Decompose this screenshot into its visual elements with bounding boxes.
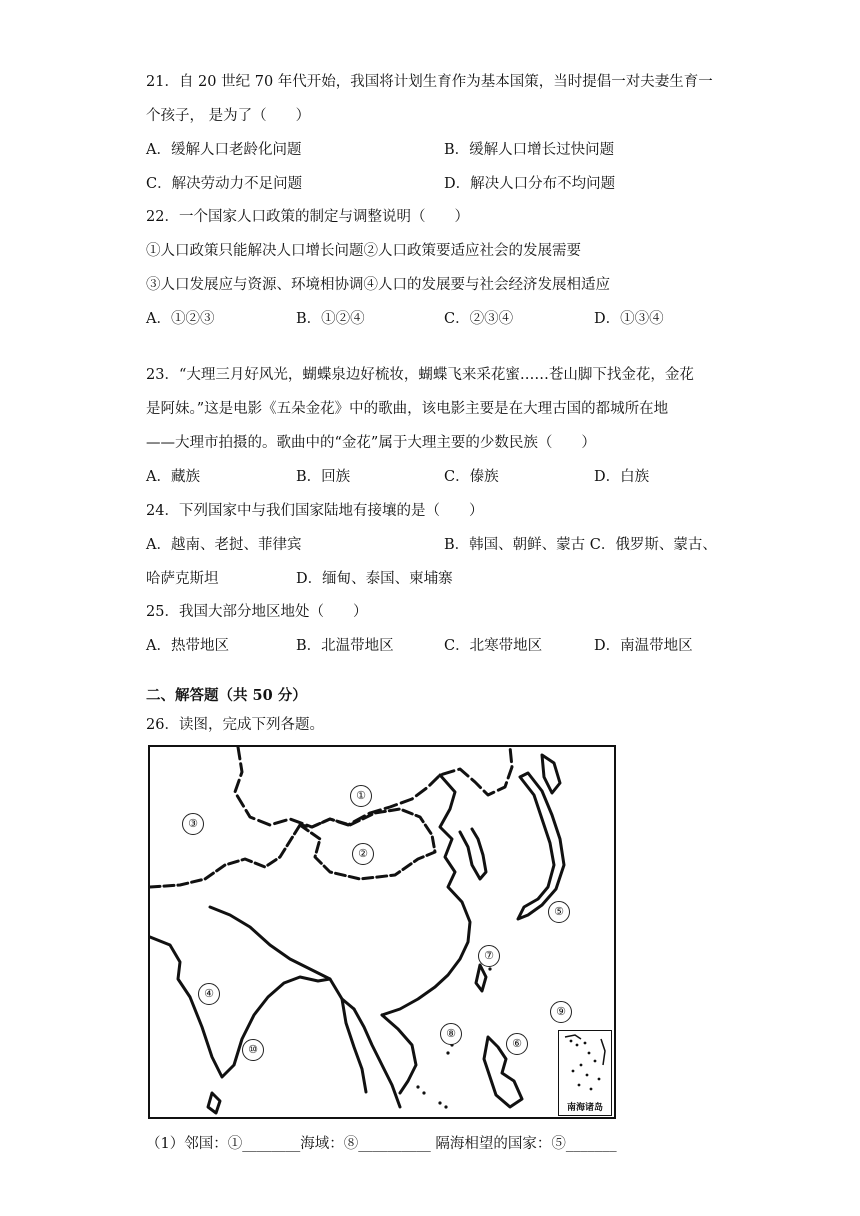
- map-marker-3: ③: [182, 813, 204, 835]
- map-marker-5: ⑤: [548, 901, 570, 923]
- q24-option-d: D．缅甸、泰国、柬埔寨: [296, 571, 453, 587]
- inset-label: 南海诸岛: [566, 1103, 603, 1113]
- map-marker-2: ②: [352, 843, 374, 865]
- map-marker-9: ⑨: [550, 1001, 572, 1023]
- q26-subquestion-1: （1）邻国：①________海域：⑧__________ 隔海相望的国家：⑤_______: [146, 1136, 617, 1152]
- map-marker-10: ⑩: [242, 1039, 264, 1061]
- q21-option-b: B．缓解人口增长过快问题: [444, 142, 615, 158]
- q23-stem-line3: ——大理市拍摄的。歌曲中的“金花”属于大理主要的少数民族（ ）: [146, 435, 596, 451]
- q25-stem: 25．我国大部分地区地处（ ）: [146, 604, 368, 620]
- q24-option-a: A．越南、老挝、菲律宾: [146, 537, 302, 553]
- q24-option-c-cont: 哈萨克斯坦: [146, 571, 219, 587]
- asia-map-figure: [148, 745, 616, 1119]
- map-marker-4: ④: [198, 983, 220, 1005]
- q22-option-d: D．①③④: [594, 311, 664, 327]
- q23-stem-line1: 23．“大理三月好风光，蝴蝶泉边好梳妆，蝴蝶飞来采花蜜……苍山脚下找金花，金花: [146, 367, 694, 383]
- q25-option-c: C．北寒带地区: [444, 638, 543, 654]
- q23-option-c: C．傣族: [444, 469, 499, 485]
- map-marker-6: ⑥: [506, 1033, 528, 1055]
- q26-stem: 26．读图，完成下列各题。: [146, 717, 324, 733]
- q24-option-b-c: B．韩国、朝鲜、蒙古 C．俄罗斯、蒙古、: [444, 537, 717, 553]
- q25-option-b: B．北温带地区: [296, 638, 394, 654]
- south-china-sea-inset: [558, 1030, 612, 1116]
- q22-option-c: C．②③④: [444, 311, 514, 327]
- map-marker-7: ⑦: [478, 945, 500, 967]
- q21-option-a: A．缓解人口老龄化问题: [146, 142, 302, 158]
- asia-map-outline: [150, 747, 614, 1117]
- q23-option-b: B．回族: [296, 469, 351, 485]
- inset-islands: [559, 1031, 611, 1101]
- q23-stem-line2: 是阿妹。”这是电影《五朵金花》中的歌曲，该电影主要是在大理古国的都城所在地: [146, 401, 669, 417]
- q22-stem-line1: 22．一个国家人口政策的制定与调整说明（ ）: [146, 209, 469, 225]
- q21-option-d: D．解决人口分布不均问题: [444, 176, 616, 192]
- q23-option-a: A．藏族: [146, 469, 200, 485]
- q21-option-c: C．解决劳动力不足问题: [146, 176, 303, 192]
- q25-option-d: D．南温带地区: [594, 638, 693, 654]
- q22-option-b: B．①②④: [296, 311, 365, 327]
- q22-stem-line2: ①人口政策只能解决人口增长问题②人口政策要适应社会的发展需要: [146, 243, 581, 259]
- section-title: 二、解答题（共 50 分）: [146, 687, 307, 704]
- q22-stem-line3: ③人口发展应与资源、环境相协调④人口的发展要与社会经济发展相适应: [146, 277, 610, 293]
- q25-option-a: A．热带地区: [146, 638, 229, 654]
- q24-stem: 24．下列国家中与我们国家陆地有接壤的是（ ）: [146, 503, 484, 519]
- q23-option-d: D．白族: [594, 469, 650, 485]
- map-marker-1: ①: [350, 785, 372, 807]
- q21-stem-line2: 个孩子， 是为了（ ）: [146, 108, 311, 124]
- q22-option-a: A．①②③: [146, 311, 215, 327]
- map-marker-8: ⑧: [440, 1023, 462, 1045]
- q21-stem-line1: 21．自 20 世纪 70 年代开始，我国将计划生育作为基本国策，当时提倡一对夫妻生育一: [146, 74, 713, 90]
